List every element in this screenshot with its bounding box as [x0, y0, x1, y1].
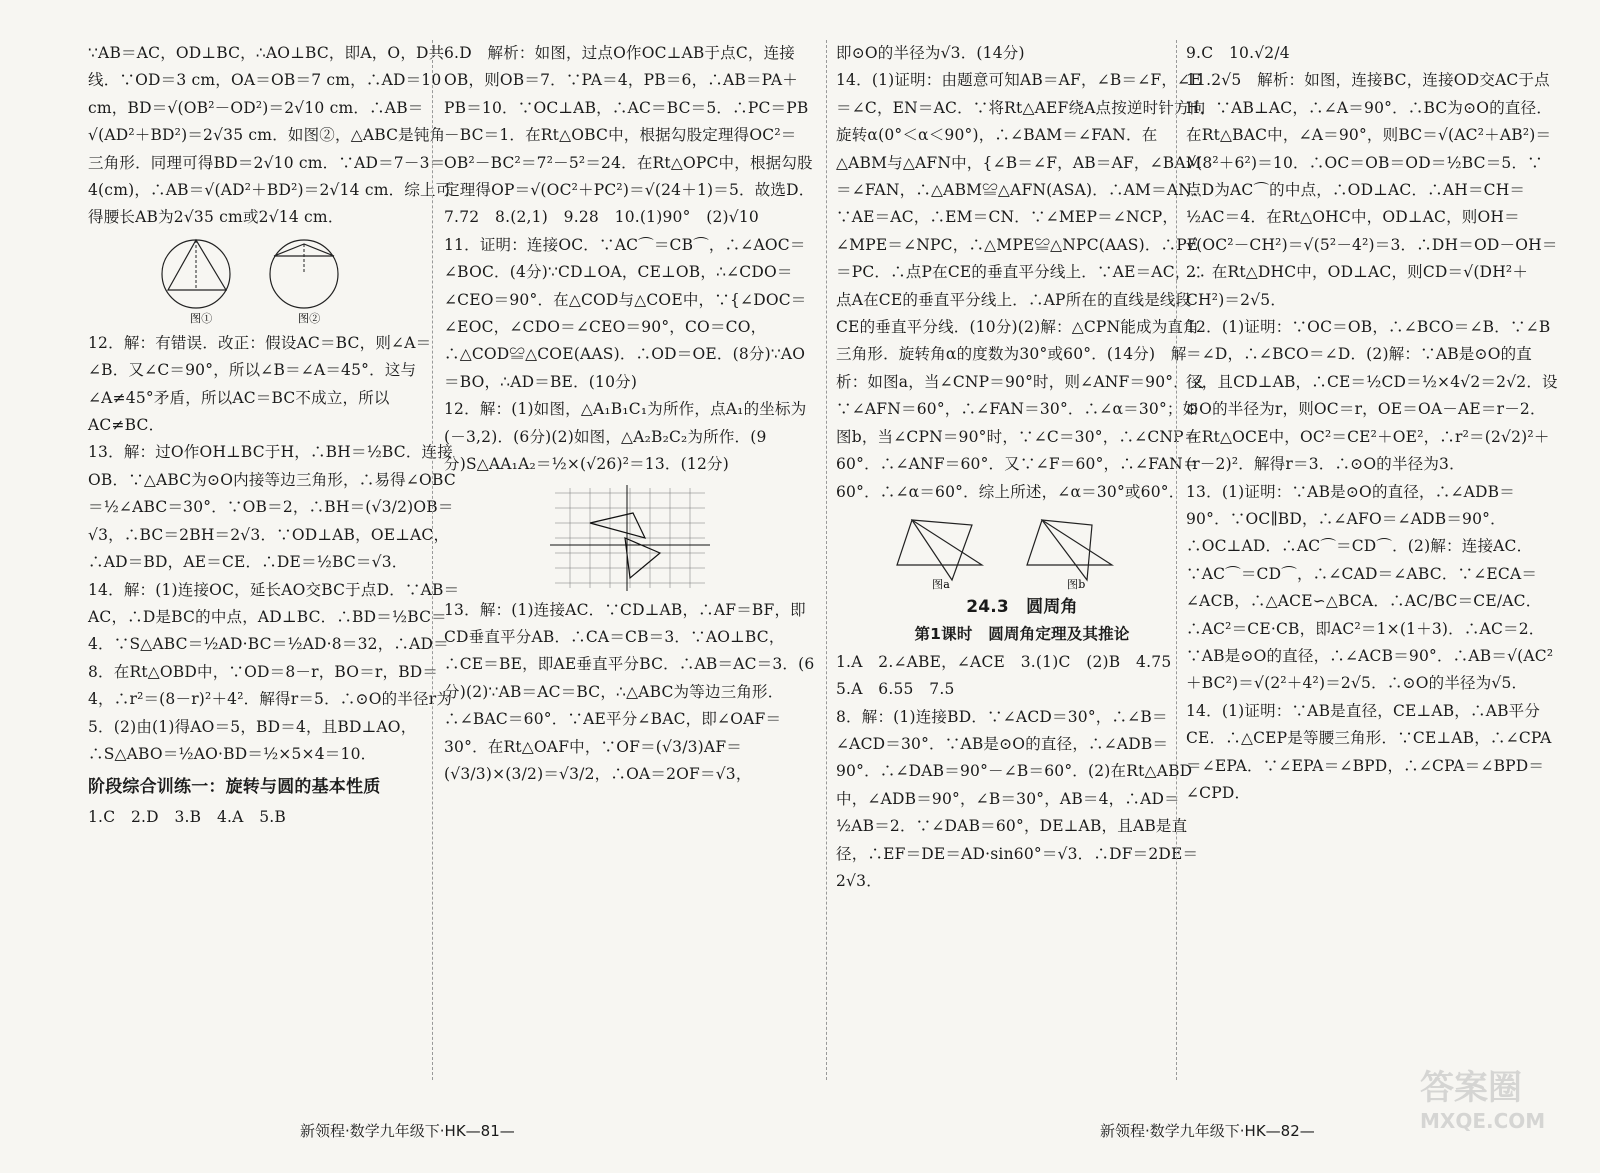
question-13: 13．解：过O作OH⊥BC于H，∴BH＝½BC．连接OB．∵△ABC为⊙O内接等边三角形，∴易得∠OBC＝½∠ABC＝30°．∵OB＝2，∴BH＝(√3/2)OB＝√3，∴BC＝2BH＝2√3．∵OD⊥AB，OE⊥AC，∴AD＝BD，AE＝CE．∴DE＝½BC＝√3． — [88, 443, 456, 572]
column-2 — [444, 40, 816, 788]
continued-answer: 即⊙O的半径为√3．(14分) — [836, 44, 1025, 62]
question-8: 8．解：(1)连接BD．∵∠ACD＝30°，∴∠B＝∠ACD＝30°．∵AB是⊙O的直径，∴∠ADB＝90°．∴∠DAB＝90°－∠B＝60°．(2)在Rt△ABD中，∠ADB＝90°，∠B＝30°，AB＝4，∴AD＝½AB＝2．∵∠DAB＝60°，DE⊥AB，且AB是直径，∴EF＝DE＝AD·sin60°＝√3．∴DF＝2DE＝2√3． — [836, 707, 1199, 890]
answers-line: 1.C 2.D 3.B 4.A 5.B — [88, 807, 287, 826]
figure-b-caption: 图b — [1067, 577, 1086, 590]
section-heading: 24.3 圆周角 — [966, 596, 1078, 617]
figure-a-caption: 图a — [932, 577, 950, 590]
column-divider — [1176, 40, 1177, 1080]
coordinate-grid-figure — [545, 483, 715, 593]
figure-2-caption: 图② — [298, 311, 321, 325]
question-14: 14．(1)证明：由题意可知AB＝AF，∠B＝∠F，∠E＝∠C，EN＝AC．∵将Rt△AEF绕A点按逆时针方向旋转α(0°＜α＜90°)，∴∠BAM＝∠FAN．在△ABM与△AFN中，{∠B＝∠F，AB＝AF，∠BAM＝∠FAN，∴△ABM≌△AFN(ASA)．∴AM＝AN．∵AE＝AC，∴EM＝CN．∵∠MEP＝∠NCP，∠MPE＝∠NPC，∴△MPE≌△NPC(AAS)．∴PE＝PC．∴点P在CE的垂直平分线上．∵AE＝AC，∴点A在CE的垂直平分线上．∴AP所在的直线是线段CE的垂直平分线．(10分)(2)解：△CPN能成为直角三角形．旋转角α的度数为30°或60°．(14分) 解析：如图a，当∠CNP＝90°时，则∠ANF＝90°．又∵∠AFN＝60°，∴∠FAN＝30°．∴∠α＝30°；如图b，当∠CPN＝90°时，∵∠C＝30°，∴∠CNP＝60°．∴∠ANF＝60°．又∵∠F＝60°，∴∠FAN＝60°．∴∠α＝60°．综上所述，∠α＝30°或60°． — [836, 71, 1208, 501]
answers-line: 1.A 2.∠ABE，∠ACE 3.(1)C (2)B 4.75 5.A 6.55 7.5 — [836, 652, 1188, 699]
column-1 — [88, 40, 460, 831]
question-13: 13．解：(1)连接AC．∵CD⊥AB，∴AF＝BF，即CD垂直平分AB．∴CA＝CB＝3．∵AO⊥BC，∴CE＝BE，即AE垂直平分BC．∴AB＝AC＝3．(6分)(2)∵AB＝AC＝BC，∴△ABC为等边三角形．∴∠BAC＝60°．∵AE平分∠BAC，即∠OAF＝30°．在Rt△OAF中，∵OF＝(√3/3)AF＝(√3/3)×(3/2)＝√3/2，∴OA＝2OF＝√3， — [444, 600, 815, 783]
footer-right-page-number: 新领程·数学九年级下·HK—82— — [1100, 1122, 1315, 1140]
question-14: 14．解：(1)连接OC，延长AO交BC于点D．∵AB＝AC，∴D是BC的中点，AD⊥BC．∴BD＝½BC＝4．∵S△ABC＝½AD·BC＝½AD·8＝32，∴AD＝8．在Rt△OBD中，∵OD＝8－r，BO＝r，BD＝4，∴r²＝(8－r)²＋4²．解得r＝5．∴⊙O的半径r为5．(2)由(1)得AO＝5，BD＝4，且BD⊥AO，∴S△ABO＝½AO·BD＝½×5×4＝10． — [88, 580, 460, 763]
figure-1-caption: 图① — [190, 311, 213, 325]
answers-line: 7.72 8.(2,1) 9.28 10.(1)90° (2)√10 — [444, 208, 759, 227]
question-11: 11．证明：连接OC．∵AC⌒＝CB⌒，∴∠AOC＝∠BOC．(4分)∵CD⊥OA，CE⊥OB，∴∠CDO＝∠CEO＝90°．在△COD与△COE中，∵{∠DOC＝∠EOC，∠CDO＝∠CEO＝90°，CO＝CO，∴△COD≌△COE(AAS)．∴OD＝OE．(8分)∵AO＝BO，∴AD＝BE．(10分) — [444, 235, 807, 391]
column-3 — [836, 40, 1208, 895]
column-divider — [826, 40, 827, 1080]
triangle-figures — [892, 510, 1152, 590]
section-title: 阶段综合训练一：旋转与圆的基本性质 — [88, 777, 381, 798]
column-4 — [1186, 40, 1558, 807]
watermark-url: MXQE.COM — [1420, 1109, 1546, 1133]
question-12: 12．(1)证明：∵OC＝OB，∴∠BCO＝∠B．∵∠B＝∠D，∴∠BCO＝∠D．(2)解：∵AB是⊙O的直径，且CD⊥AB，∴CE＝½CD＝½×4√2＝2√2．设⊙O的半径为r，则OC＝r，OE＝OA－AE＝r－2．在Rt△OCE中，OC²＝CE²＋OE²，∴r²＝(2√2)²＋(r－2)²．解得r＝3．∴⊙O的半径为3． — [1186, 318, 1558, 474]
question-12: 12．解：有错误．改正：假设AC＝BC，则∠A＝∠B．又∠C＝90°，所以∠B＝∠A＝45°．这与∠A≠45°矛盾，所以AC＝BC不成立，所以AC≠BC． — [88, 333, 432, 435]
column-divider — [432, 40, 433, 1080]
watermark-text: 答案圈 — [1420, 1068, 1522, 1108]
footer-left-page-number: 新领程·数学九年级下·HK—81— — [300, 1122, 515, 1140]
question-6: 6.D 解析：如图，过点O作OC⊥AB于点C，连接OB，则OB＝7．∵PA＝4，PB＝6，∴AB＝PA＋PB＝10．∵OC⊥AB，∴AC＝BC＝5．∴PC＝PB－BC＝1．在Rt△OBC中，根据勾股定理得OC²＝OB²－BC²＝7²－5²＝24．在Rt△OPC中，根据勾股定理得OP＝√(OC²＋PC²)＝√(24＋1)＝5．故选D． — [444, 44, 815, 200]
answers-line: 9.C 10.√2/4 — [1186, 44, 1290, 62]
question-13: 13．(1)证明：∵AB是⊙O的直径，∴∠ADB＝90°．∵OC∥BD，∴∠AFO＝∠ADB＝90°．∴OC⊥AD．∴AC⌒＝CD⌒．(2)解：连接AC．∵AC⌒＝CD⌒，∴∠CAD＝∠ABC．∵∠ECA＝∠ACB，∴△ACE∽△BCA．∴AC/BC＝CE/AC．∴AC²＝CE·CB，即AC²＝1×(1＋3)．∴AC＝2．∵AB是⊙O的直径，∴∠ACB＝90°．∴AB＝√(AC²＋BC²)＝√(2²＋4²)＝2√5．∴⊙O的半径为√5． — [1186, 482, 1554, 693]
question-11: 11.2√5 解析：如图，连接BC，连接OD交AC于点H．∵AB⊥AC，∴∠A＝90°．∴BC为⊙O的直径．在Rt△BAC中，∠A＝90°，则BC＝√(AC²＋AB²)＝√(8²＋6²)＝10．∴OC＝OB＝OD＝½BC＝5．∵点D为AC⌒的中点，∴OD⊥AC．∴AH＝CH＝½AC＝4．在Rt△OHC中，OD⊥AC，则OH＝√(OC²－CH²)＝√(5²－4²)＝3．∴DH＝OD－OH＝2．在Rt△DHC中，OD⊥AC，则CD＝√(DH²＋CH²)＝2√5． — [1186, 71, 1558, 309]
solution-paragraph: ∵AB＝AC，OD⊥BC，∴AO⊥BC，即A，O，D共线．∵OD＝3 cm，OA＝OB＝7 cm，∴AD＝10 cm，BD＝√(OB²－OD²)＝2√10 cm．∴AB＝√(AD²＋BD²)＝2√35 cm．如图②，△ABC是钝角三角形．同理可得BD＝2√10 cm．∵AD＝7－3＝4(cm)，∴AB＝√(AD²＋BD²)＝2√14 cm．综上可得腰长AB为2√35 cm或2√14 cm． — [88, 44, 452, 227]
watermark-logo — [1420, 1060, 1590, 1160]
question-12: 12．解：(1)如图，△A₁B₁C₁为所作，点A₁的坐标为(－3,2)．(6分)(2)如图，△A₂B₂C₂为所作．(9分)S△AA₁A₂＝½×(√26)²＝13．(12分) — [444, 400, 807, 474]
question-14: 14．(1)证明：∵AB是直径，CE⊥AB，∴AB平分CE．∴△CEP是等腰三角形．∵CE⊥AB，∴∠CPA＝∠EPA．∵∠EPA＝∠BPD，∴∠CPA＝∠BPD＝∠CPD． — [1186, 701, 1552, 802]
circle-figures — [154, 236, 394, 326]
lesson-heading: 第1课时 圆周角定理及其推论 — [914, 625, 1130, 644]
